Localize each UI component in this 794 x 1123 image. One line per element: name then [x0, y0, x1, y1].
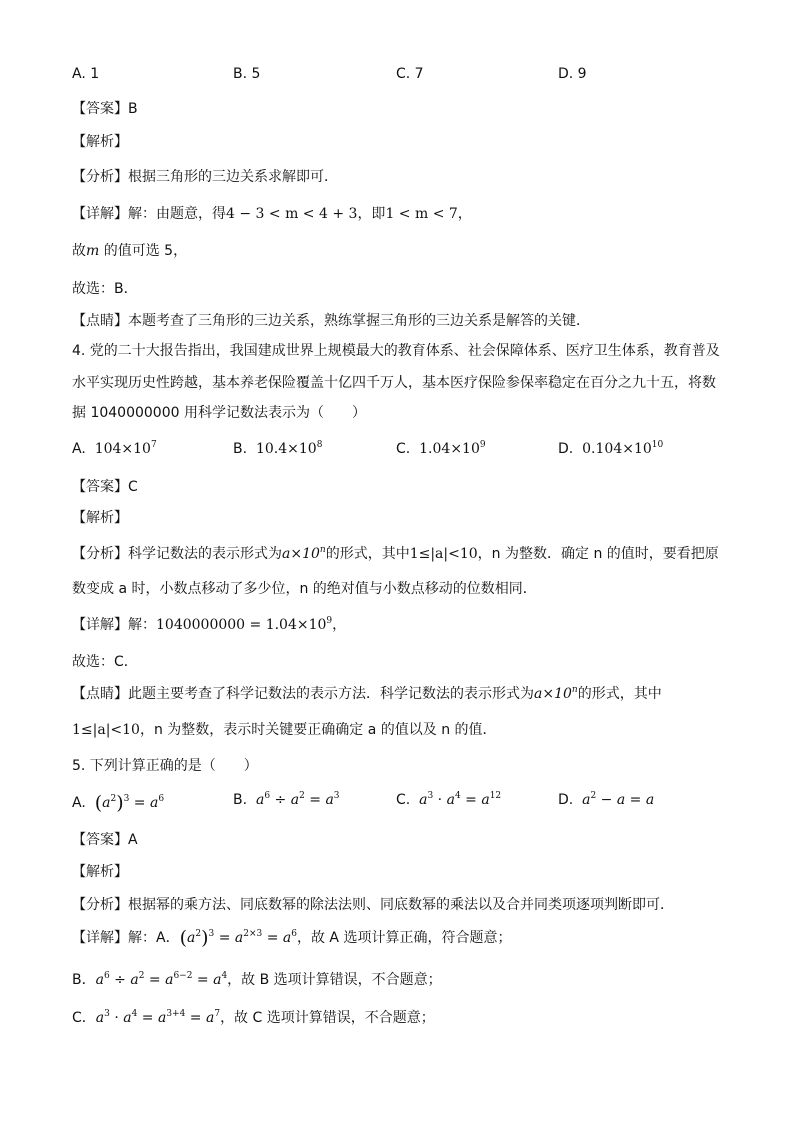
option-label: A.: [72, 795, 86, 811]
q4-dianjing-line2: [72, 720, 734, 740]
xiangjie-tag: 【详解】: [72, 206, 128, 222]
q5-option-c: C. $a^3 \cdot a^4 = a^{12}$: [396, 791, 502, 808]
option-label: A.: [72, 441, 86, 457]
q3-option-c: C. 7: [396, 66, 424, 82]
option-exponent: 8: [316, 440, 323, 450]
option-label: B.: [233, 792, 248, 808]
option-value: 104×10: [94, 441, 151, 457]
fenxi-pre: 科学记数法的表示形式为: [128, 546, 282, 562]
q4-option-a: [72, 441, 157, 457]
q5-xiangjie-b: B．$a^6 \div a^2 = a^{6-2} = a^4$，故 B 选项计算错误，不合题意；: [72, 971, 442, 988]
q4-option-c: [396, 441, 486, 457]
option-label: D.: [558, 792, 574, 808]
var-m: m: [86, 243, 100, 259]
dianjing-line2-text: ，n 为整数，表示时关键要正确确定 a 的值以及 n 的值．: [139, 722, 497, 738]
q3-conclusion: [72, 241, 734, 261]
xiangjie-pre: 解：A．: [128, 930, 180, 946]
c-post: ，故 C 选项计算错误，不合题意；: [220, 1010, 435, 1026]
inequality-1: 4 − 3 < m < 4 + 3: [226, 206, 358, 222]
xiangjie-a-post: ，故 A 选项计算正确，符合题意；: [296, 930, 512, 946]
xiangjie-end: ，: [332, 617, 347, 633]
fenxi-tag: 【分析】: [72, 169, 128, 185]
dianjing-pre: 此题主要考查了科学记数法的表示方法．科学记数法的表示形式为: [128, 686, 534, 702]
conclusion-pre: 故: [72, 243, 86, 259]
q5-option-d: D. $a^2 - a = a$: [558, 791, 655, 808]
answer-value: B: [128, 101, 138, 117]
q5-answer: [72, 830, 734, 850]
q3-analysis-tag: 【解析】: [72, 134, 128, 150]
q3-dianjing: [72, 311, 734, 331]
q4-stem-line2: 水平实现历史性跨越，基本养老保险覆盖十亿四千万人，基本医疗保险参保率稳定在百分之九十五，将数: [72, 375, 716, 391]
q3-option-b: B. 5: [233, 66, 261, 82]
fenxi-text: 根据幂的乘方法、同底数幂的除法法则、同底数幂的乘法以及合并同类项逐项判断即可．: [128, 897, 674, 913]
q5-analysis-tag: 【解析】: [72, 864, 128, 880]
q4-option-d: [558, 441, 663, 457]
option-label: C.: [396, 792, 411, 808]
q4-stem-line3: 据 1040000000 用科学记数法表示为（ ）: [72, 405, 366, 421]
fenxi-tag: 【分析】: [72, 897, 128, 913]
inequality-2: 1 < m < 7: [385, 206, 458, 222]
answer-value: A: [128, 832, 138, 848]
q4-analysis-tag: 【解析】: [72, 510, 128, 526]
q4-xiangjie: [72, 615, 734, 635]
fenxi-mid: 的形式，其中: [325, 546, 410, 562]
sci-form-exponent: n: [571, 685, 578, 695]
q5-option-a: A. $(a^2)^3 = a^6$: [72, 792, 165, 814]
option-label: D.: [558, 441, 574, 457]
dianjing-tag: 【点睛】: [72, 313, 128, 329]
q5-xiangjie-c: C．$a^3 \cdot a^4 = a^{3+4} = a^7$，故 C 选项计算错误，不合题意；: [72, 1009, 435, 1026]
fenxi-tag: 【分析】: [72, 546, 128, 562]
sci-form: a×10: [282, 546, 320, 562]
q4-answer: [72, 477, 734, 497]
q5-xiangjie-a: 【详解】解：A．$(a^2)^3 = a^{2\times 3} = a^6$，故 A 选项计算正确，符合题意；: [72, 927, 512, 949]
xiangjie-tag: 【详解】: [72, 930, 128, 946]
option-exponent: 7: [150, 440, 157, 450]
q3-answer: [72, 99, 734, 119]
option-value: 1.04×10: [419, 441, 480, 457]
xiangjie-pre: 解：由题意，得: [128, 206, 226, 222]
q3-option-a: A. 1: [72, 66, 100, 82]
option-exponent: 9: [479, 440, 486, 450]
q4-choice: 故选：C．: [72, 654, 138, 670]
answer-value: C: [128, 479, 138, 495]
q3-option-d: D. 9: [558, 66, 587, 82]
dianjing-text: 本题考查了三角形的三边关系，熟练掌握三角形的三边关系是解答的关键．: [128, 313, 590, 329]
sci-form: a×10: [534, 686, 572, 702]
q3-choice: 故选：B．: [72, 281, 138, 297]
equation-exponent: 9: [326, 616, 333, 626]
fenxi-text: 根据三角形的三边关系求解即可．: [128, 169, 338, 185]
q4-fenxi-line2: 数变成 a 时，小数点移动了多少位，n 的绝对值与小数点移动的位数相同．: [72, 581, 537, 597]
dianjing-tag: 【点睛】: [72, 686, 128, 702]
xiangjie-equation: 1040000000 = 1.04×10: [156, 617, 327, 633]
xiangjie-mid: ，即: [357, 206, 386, 222]
q3-xiangjie: [72, 204, 734, 224]
dianjing-post: 的形式，其中: [577, 686, 662, 702]
option-label: C.: [396, 441, 411, 457]
condition: 1≤|a|<10: [72, 722, 140, 738]
conclusion-post: 的值可选 5，: [99, 243, 188, 259]
sci-form-exponent: n: [319, 545, 326, 555]
q5-stem: 5. 下列计算正确的是（ ）: [72, 758, 258, 774]
c-pre: C．: [72, 1010, 96, 1026]
b-post: ，故 B 选项计算错误，不合题意；: [227, 972, 442, 988]
q4-stem-line1: 4. 党的二十大报告指出，我国建成世界上规模最大的教育体系、社会保障体系、医疗卫生体系，教育普及: [72, 343, 720, 359]
q3-fenxi: [72, 167, 734, 187]
option-exponent: 10: [651, 440, 664, 450]
q4-dianjing-line1: [72, 684, 734, 704]
q5-option-b: B. $a^6 \div a^2 = a^3$: [233, 791, 340, 808]
xiangjie-pre: 解：: [128, 617, 156, 633]
option-value: 0.104×10: [582, 441, 652, 457]
xiangjie-tag: 【详解】: [72, 617, 128, 633]
b-pre: B．: [72, 972, 96, 988]
option-value: 10.4×10: [255, 441, 317, 457]
q5-fenxi: [72, 895, 734, 915]
q4-fenxi-line1: [72, 544, 734, 564]
answer-tag: 【答案】: [72, 101, 128, 117]
option-label: B.: [233, 441, 248, 457]
condition: 1≤|a|<10: [409, 546, 478, 562]
q4-option-b: [233, 441, 322, 457]
answer-tag: 【答案】: [72, 479, 128, 495]
fenxi-post: ，n 为整数．确定 n 的值时，要看把原: [477, 546, 719, 562]
answer-tag: 【答案】: [72, 832, 128, 848]
xiangjie-end: ，: [457, 206, 472, 222]
